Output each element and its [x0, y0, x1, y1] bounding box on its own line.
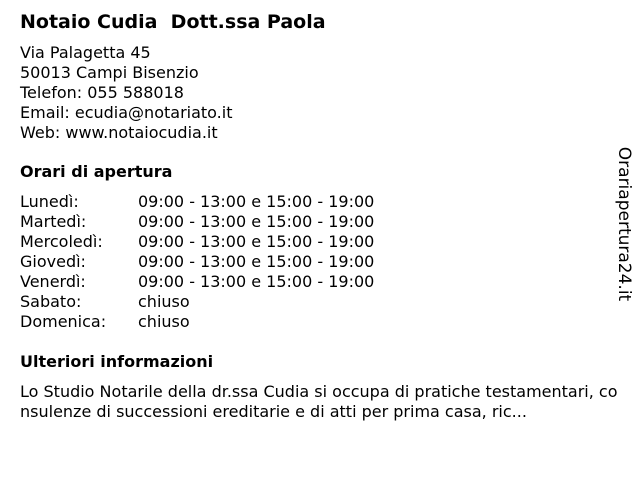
- time-value: chiuso: [138, 292, 190, 311]
- time-value: 09:00 - 13:00 e 15:00 - 19:00: [138, 212, 375, 231]
- additional-info-heading: Ulteriori informazioni: [20, 352, 214, 371]
- day-label: Lunedì:: [20, 192, 79, 211]
- time-value: 09:00 - 13:00 e 15:00 - 19:00: [138, 232, 375, 251]
- hours-row-monday: [20, 192, 610, 212]
- time-value: chiuso: [138, 312, 190, 331]
- street-address: Via Palagetta 45: [20, 43, 151, 62]
- phone-number: Telefon: 055 588018: [20, 83, 184, 102]
- hours-row-tuesday: [20, 212, 610, 232]
- day-label: Martedì:: [20, 212, 87, 231]
- time-value: 09:00 - 13:00 e 15:00 - 19:00: [138, 192, 375, 211]
- hours-row-sunday: [20, 312, 610, 332]
- additional-info-text: Lo Studio Notarile della dr.ssa Cudia si occupa di pratiche testamentari, consulenze di successioni ereditarie e di atti per prima casa, ric...: [20, 382, 618, 421]
- hours-row-wednesday: [20, 232, 610, 252]
- day-label: Mercoledì:: [20, 232, 103, 251]
- day-label: Venerdì:: [20, 272, 86, 291]
- business-title: Notaio Cudia Dott.ssa Paola: [20, 11, 326, 33]
- opening-hours-table: [20, 192, 610, 332]
- time-value: 09:00 - 13:00 e 15:00 - 19:00: [138, 252, 375, 271]
- opening-hours-heading: Orari di apertura: [20, 162, 173, 181]
- hours-row-thursday: [20, 252, 610, 272]
- side-brand-watermark: Orariaperturа24.it: [614, 146, 634, 302]
- hours-row-saturday: [20, 292, 610, 312]
- day-label: Giovedì:: [20, 252, 86, 271]
- day-label: Sabato:: [20, 292, 82, 311]
- business-card: [20, 10, 618, 422]
- hours-row-friday: [20, 272, 610, 292]
- city-address: 50013 Campi Bisenzio: [20, 63, 199, 82]
- email-address: Email: ecudia@notariato.it: [20, 103, 233, 122]
- day-label: Domenica:: [20, 312, 107, 331]
- time-value: 09:00 - 13:00 e 15:00 - 19:00: [138, 272, 375, 291]
- address-block: [20, 43, 610, 143]
- website-address: Web: www.notaiocudia.it: [20, 123, 218, 142]
